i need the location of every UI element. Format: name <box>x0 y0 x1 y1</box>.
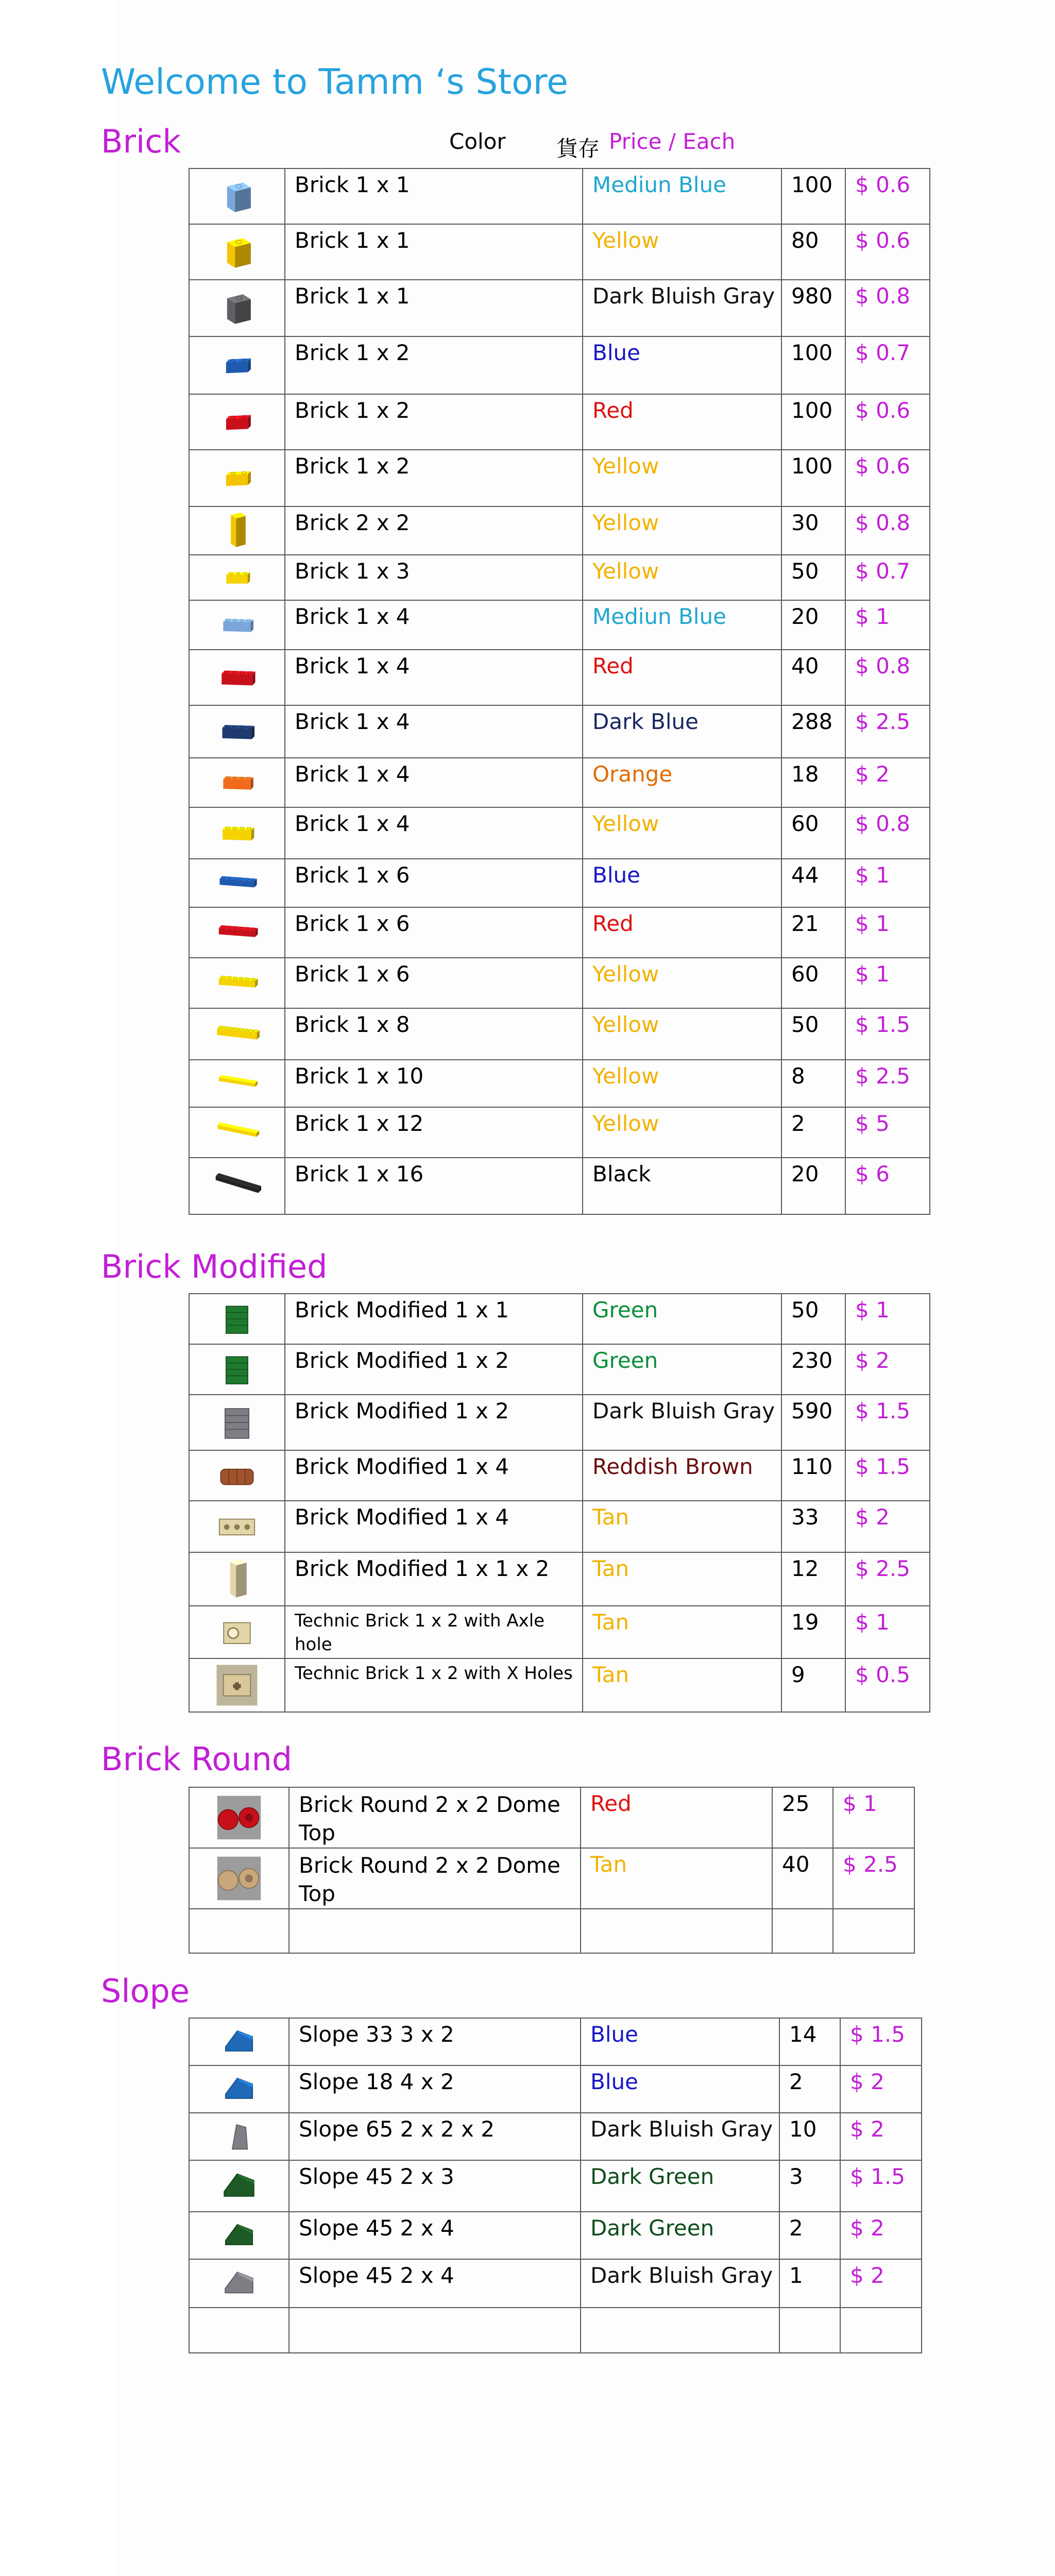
product-image-cell <box>189 1848 289 1909</box>
section-heading: Brick Modified <box>101 1248 328 1285</box>
product-price: $ 0.6 <box>845 224 930 280</box>
product-image-cell <box>189 1008 285 1060</box>
table-row <box>189 2065 922 2113</box>
product-stock: 25 <box>772 1787 833 1848</box>
dark-blue-brick-1x4-icon <box>190 708 284 755</box>
product-image-cell <box>189 1787 289 1848</box>
yellow-brick-1x8-icon <box>190 1011 284 1057</box>
product-image-cell <box>189 1909 289 1953</box>
product-stock: 40 <box>772 1848 833 1909</box>
table-row <box>189 2113 922 2160</box>
tan-brick-round-dome-icon <box>190 1854 288 1903</box>
gray-slope-45-2x4-icon <box>190 2262 288 2305</box>
product-name: Brick Modified 1 x 4 <box>285 1450 583 1501</box>
table-row <box>189 450 930 506</box>
column-header-stock: 貨存 <box>556 136 600 161</box>
section-heading: Brick Round <box>101 1740 293 1778</box>
product-color: Yellow <box>583 807 781 859</box>
table-row <box>189 1658 930 1712</box>
product-name <box>289 1909 581 1953</box>
product-price: $ 2 <box>840 2113 922 2160</box>
product-image-cell <box>189 2113 289 2160</box>
product-color: Reddish Brown <box>583 1450 781 1501</box>
dark-green-slope-45-2x4-icon <box>190 2214 288 2257</box>
table-row <box>189 2259 922 2308</box>
product-stock: 50 <box>781 555 845 600</box>
product-price: $ 1.5 <box>845 1008 930 1060</box>
product-price: $ 1.5 <box>840 2160 922 2212</box>
product-stock: 40 <box>781 650 845 705</box>
table-row <box>189 1848 914 1909</box>
table-row <box>189 1158 930 1214</box>
product-image-cell <box>189 859 285 907</box>
table-row <box>189 807 930 859</box>
product-image-cell <box>189 958 285 1008</box>
column-header-color: Color <box>449 129 506 154</box>
blue-brick-1x6-icon <box>190 861 284 905</box>
table-row <box>189 1344 930 1395</box>
product-image-cell <box>189 2212 289 2259</box>
table-row <box>189 758 930 807</box>
product-stock: 14 <box>779 2018 840 2065</box>
product-stock: 1 <box>779 2259 840 2308</box>
product-price: $ 2.5 <box>845 1060 930 1107</box>
tan-brick-modified-1x4-icon <box>190 1503 284 1550</box>
column-header-price: Price / Each <box>609 129 736 154</box>
product-color: Red <box>581 1787 772 1848</box>
table-row <box>189 394 930 450</box>
yellow-brick-1x3-icon <box>190 557 284 598</box>
product-name: Brick 1 x 6 <box>285 907 583 958</box>
table-row <box>189 506 930 555</box>
product-color: Blue <box>583 336 781 394</box>
product-color: Yellow <box>583 1060 781 1107</box>
table-row <box>189 958 930 1008</box>
product-color <box>581 1909 772 1953</box>
product-stock: 100 <box>781 394 845 450</box>
product-name: Brick 1 x 2 <box>285 394 583 450</box>
product-color: Dark Green <box>581 2160 779 2212</box>
product-image-cell <box>189 2308 289 2353</box>
product-image-cell <box>189 600 285 650</box>
yellow-brick-1x12-icon <box>190 1110 284 1155</box>
gray-slope-65-icon <box>190 2115 288 2158</box>
product-image-cell <box>189 450 285 506</box>
product-name: Brick Modified 1 x 4 <box>285 1501 583 1552</box>
product-image-cell <box>189 280 285 336</box>
product-price: $ 0.7 <box>845 555 930 600</box>
product-color: Mediun Blue <box>583 168 781 224</box>
product-price: $ 0.5 <box>845 1658 930 1712</box>
product-stock: 60 <box>781 807 845 859</box>
product-stock: 18 <box>781 758 845 807</box>
medium-blue-brick-1x4-icon <box>190 603 284 647</box>
product-name: Slope 18 4 x 2 <box>289 2065 581 2113</box>
product-stock: 2 <box>781 1107 845 1158</box>
product-name: Brick Modified 1 x 1 <box>285 1294 583 1344</box>
product-price: $ 0.8 <box>845 807 930 859</box>
product-image-cell <box>189 1501 285 1552</box>
product-image-cell <box>189 907 285 958</box>
product-name: Brick 1 x 8 <box>285 1008 583 1060</box>
product-stock: 20 <box>781 600 845 650</box>
product-stock: 230 <box>781 1344 845 1395</box>
yellow-brick-1x6-icon <box>190 960 284 1006</box>
table-row <box>189 600 930 650</box>
medium-blue-brick-1x1-icon <box>190 172 284 221</box>
table-row <box>189 1395 930 1450</box>
table-row <box>189 1501 930 1552</box>
product-name: Slope 45 2 x 3 <box>289 2160 581 2212</box>
table-row <box>189 1107 930 1158</box>
product-image-cell <box>189 1450 285 1501</box>
product-stock: 100 <box>781 168 845 224</box>
product-stock: 50 <box>781 1294 845 1344</box>
yellow-brick-1x2-icon <box>190 453 284 503</box>
product-price: $ 2 <box>845 758 930 807</box>
product-image-cell <box>189 1294 285 1344</box>
product-color: Yellow <box>583 958 781 1008</box>
product-color: Blue <box>581 2018 779 2065</box>
product-name: Brick 1 x 4 <box>285 600 583 650</box>
product-stock: 110 <box>781 1450 845 1501</box>
product-color: Mediun Blue <box>583 600 781 650</box>
table-row <box>189 168 930 224</box>
blue-slope-33-icon <box>190 2021 288 2063</box>
tan-brick-modified-1x1x2-icon <box>190 1555 284 1603</box>
red-brick-1x2-icon <box>190 397 284 447</box>
page-title: Welcome to Tamm ‘s Store <box>101 62 568 103</box>
product-color: Tan <box>583 1606 781 1658</box>
product-price: $ 2 <box>845 1344 930 1395</box>
table-row <box>189 1909 914 1953</box>
product-name: Slope 65 2 x 2 x 2 <box>289 2113 581 2160</box>
product-stock: 9 <box>781 1658 845 1712</box>
product-stock: 288 <box>781 705 845 758</box>
product-price: $ 1 <box>833 1787 914 1848</box>
product-name: Brick 1 x 6 <box>285 859 583 907</box>
product-name: Brick 1 x 3 <box>285 555 583 600</box>
product-color: Yellow <box>583 555 781 600</box>
product-color <box>581 2308 779 2353</box>
red-brick-round-dome-icon <box>190 1793 288 1842</box>
product-stock: 19 <box>781 1606 845 1658</box>
product-price: $ 1 <box>845 907 930 958</box>
dark-gray-brick-1x1-icon <box>190 283 284 333</box>
product-name: Brick 1 x 10 <box>285 1060 583 1107</box>
product-color: Yellow <box>583 450 781 506</box>
product-color: Dark Bluish Gray <box>583 1395 781 1450</box>
table-row <box>189 280 930 336</box>
product-name: Slope 45 2 x 4 <box>289 2259 581 2308</box>
product-name: Brick 1 x 2 <box>285 336 583 394</box>
product-image-cell <box>189 506 285 555</box>
product-name <box>289 2308 581 2353</box>
dark-green-slope-45-2x3-icon <box>190 2163 288 2209</box>
product-image-cell <box>189 2160 289 2212</box>
table-row <box>189 1060 930 1107</box>
product-price: $ 0.6 <box>845 394 930 450</box>
product-stock: 8 <box>781 1060 845 1107</box>
blue-brick-1x2-icon <box>190 341 284 390</box>
product-image-cell <box>189 1658 285 1712</box>
product-image-cell <box>189 650 285 705</box>
product-color: Tan <box>583 1658 781 1712</box>
product-color: Yellow <box>583 224 781 280</box>
product-price: $ 2 <box>845 1501 930 1552</box>
product-stock: 20 <box>781 1158 845 1214</box>
product-image-cell <box>189 336 285 394</box>
black-brick-1x16-icon <box>190 1161 284 1211</box>
gray-brick-modified-1x2-icon <box>190 1398 284 1447</box>
left-margin <box>0 0 117 2576</box>
blue-slope-18-icon <box>190 2068 288 2110</box>
tan-technic-brick-axle-hole-icon <box>190 1608 284 1656</box>
product-color: Green <box>583 1344 781 1395</box>
green-brick-modified-1x1-icon <box>190 1296 284 1342</box>
product-name: Slope 45 2 x 4 <box>289 2212 581 2259</box>
product-name: Brick 1 x 2 <box>285 450 583 506</box>
product-price: $ 2 <box>840 2212 922 2259</box>
product-color: Tan <box>583 1552 781 1606</box>
product-table <box>189 1787 915 1954</box>
product-name: Brick Modified 1 x 1 x 2 <box>285 1552 583 1606</box>
product-stock: 2 <box>779 2212 840 2259</box>
product-color: Black <box>583 1158 781 1214</box>
product-name: Brick 1 x 6 <box>285 958 583 1008</box>
product-color: Red <box>583 394 781 450</box>
product-table <box>189 2018 922 2353</box>
table-row <box>189 1450 930 1501</box>
table-row <box>189 1008 930 1060</box>
product-color: Tan <box>581 1848 772 1909</box>
product-name: Brick Modified 1 x 2 <box>285 1395 583 1450</box>
product-price: $ 1 <box>845 859 930 907</box>
product-price: $ 0.6 <box>845 168 930 224</box>
product-stock: 50 <box>781 1008 845 1060</box>
product-name: Brick 1 x 4 <box>285 705 583 758</box>
product-name: Brick 1 x 4 <box>285 807 583 859</box>
product-image-cell <box>189 758 285 807</box>
product-color: Dark Bluish Gray <box>581 2113 779 2160</box>
product-name: Brick 1 x 1 <box>285 224 583 280</box>
product-name: Technic Brick 1 x 2 with Axle hole <box>285 1606 583 1658</box>
product-image-cell <box>189 1060 285 1107</box>
product-stock: 980 <box>781 280 845 336</box>
product-color: Dark Bluish Gray <box>581 2259 779 2308</box>
product-image-cell <box>189 1344 285 1395</box>
section-heading: Slope <box>101 1972 190 2010</box>
product-name: Brick 1 x 4 <box>285 758 583 807</box>
product-image-cell <box>189 394 285 450</box>
product-color: Red <box>583 650 781 705</box>
product-stock <box>772 1909 833 1953</box>
product-price: $ 2.5 <box>845 705 930 758</box>
product-name: Brick 1 x 12 <box>285 1107 583 1158</box>
table-row <box>189 224 930 280</box>
product-image-cell <box>189 1158 285 1214</box>
yellow-brick-1x1-icon <box>190 227 284 277</box>
product-image-cell <box>189 1107 285 1158</box>
product-color: Red <box>583 907 781 958</box>
product-color: Blue <box>581 2065 779 2113</box>
product-price: $ 1.5 <box>840 2018 922 2065</box>
product-name: Brick 1 x 1 <box>285 280 583 336</box>
table-row <box>189 555 930 600</box>
product-image-cell <box>189 555 285 600</box>
table-row <box>189 1552 930 1606</box>
product-price: $ 0.6 <box>845 450 930 506</box>
product-image-cell <box>189 807 285 859</box>
product-image-cell <box>189 224 285 280</box>
table-row <box>189 2308 922 2353</box>
product-color: Orange <box>583 758 781 807</box>
table-row <box>189 1606 930 1658</box>
product-price: $ 2.5 <box>833 1848 914 1909</box>
product-price <box>840 2308 922 2353</box>
red-brick-1x6-icon <box>190 910 284 955</box>
table-row <box>189 336 930 394</box>
yellow-brick-1x4-icon <box>190 810 284 856</box>
table-row <box>189 705 930 758</box>
table-row <box>189 2160 922 2212</box>
product-image-cell <box>189 168 285 224</box>
product-price: $ 1 <box>845 958 930 1008</box>
product-color: Dark Bluish Gray <box>583 280 781 336</box>
reddish-brown-brick-modified-1x4-icon <box>190 1453 284 1498</box>
product-stock <box>779 2308 840 2353</box>
product-stock: 44 <box>781 859 845 907</box>
product-name: Brick Round 2 x 2 Dome Top <box>289 1787 581 1848</box>
product-price: $ 0.8 <box>845 650 930 705</box>
product-name: Brick 1 x 1 <box>285 168 583 224</box>
product-stock: 590 <box>781 1395 845 1450</box>
product-color: Yellow <box>583 506 781 555</box>
product-stock: 3 <box>779 2160 840 2212</box>
table-row <box>189 1294 930 1344</box>
product-price: $ 1.5 <box>845 1450 930 1501</box>
product-image-cell <box>189 1606 285 1658</box>
product-price: $ 2 <box>840 2065 922 2113</box>
product-table <box>189 168 930 1215</box>
product-color: Tan <box>583 1501 781 1552</box>
product-image-cell <box>189 1552 285 1606</box>
product-name: Brick Round 2 x 2 Dome Top <box>289 1848 581 1909</box>
product-price <box>833 1909 914 1953</box>
product-price: $ 1 <box>845 1606 930 1658</box>
product-stock: 2 <box>779 2065 840 2113</box>
product-price: $ 6 <box>845 1158 930 1214</box>
product-color: Green <box>583 1294 781 1344</box>
product-stock: 10 <box>779 2113 840 2160</box>
green-brick-modified-1x2-icon <box>190 1347 284 1392</box>
product-image-cell <box>189 705 285 758</box>
product-stock: 80 <box>781 224 845 280</box>
product-name: Brick 1 x 4 <box>285 650 583 705</box>
section-heading: Brick <box>101 123 181 160</box>
table-row <box>189 2212 922 2259</box>
product-stock: 100 <box>781 336 845 394</box>
product-price: $ 0.8 <box>845 506 930 555</box>
product-stock: 21 <box>781 907 845 958</box>
product-price: $ 1 <box>845 600 930 650</box>
product-stock: 12 <box>781 1552 845 1606</box>
product-color: Blue <box>583 859 781 907</box>
product-color: Yellow <box>583 1008 781 1060</box>
product-image-cell <box>189 1395 285 1450</box>
table-row <box>189 650 930 705</box>
table-row <box>189 1787 914 1848</box>
table-row <box>189 859 930 907</box>
product-color: Dark Blue <box>583 705 781 758</box>
product-price: $ 1 <box>845 1294 930 1344</box>
product-price: $ 0.7 <box>845 336 930 394</box>
product-price: $ 2 <box>840 2259 922 2308</box>
orange-brick-1x4-icon <box>190 760 284 805</box>
product-stock: 30 <box>781 506 845 555</box>
product-stock: 60 <box>781 958 845 1008</box>
red-brick-1x4-icon <box>190 653 284 702</box>
product-price: $ 5 <box>845 1107 930 1158</box>
table-row <box>189 2018 922 2065</box>
product-name: Brick 1 x 16 <box>285 1158 583 1214</box>
product-name: Technic Brick 1 x 2 with X Holes <box>285 1658 583 1712</box>
product-image-cell <box>189 2259 289 2308</box>
product-color: Yellow <box>583 1107 781 1158</box>
product-name: Brick 2 x 2 <box>285 506 583 555</box>
product-image-cell <box>189 2018 289 2065</box>
product-price: $ 0.8 <box>845 280 930 336</box>
product-color: Dark Green <box>581 2212 779 2259</box>
product-name: Slope 33 3 x 2 <box>289 2018 581 2065</box>
product-image-cell <box>189 2065 289 2113</box>
product-price: $ 2.5 <box>845 1552 930 1606</box>
yellow-brick-1x10-icon <box>190 1062 284 1105</box>
table-row <box>189 907 930 958</box>
tan-technic-brick-x-holes-icon <box>190 1661 284 1709</box>
product-stock: 33 <box>781 1501 845 1552</box>
product-table <box>189 1293 930 1713</box>
product-price: $ 1.5 <box>845 1395 930 1450</box>
product-name: Brick Modified 1 x 2 <box>285 1344 583 1395</box>
product-stock: 100 <box>781 450 845 506</box>
yellow-brick-2x2-icon <box>190 509 284 552</box>
